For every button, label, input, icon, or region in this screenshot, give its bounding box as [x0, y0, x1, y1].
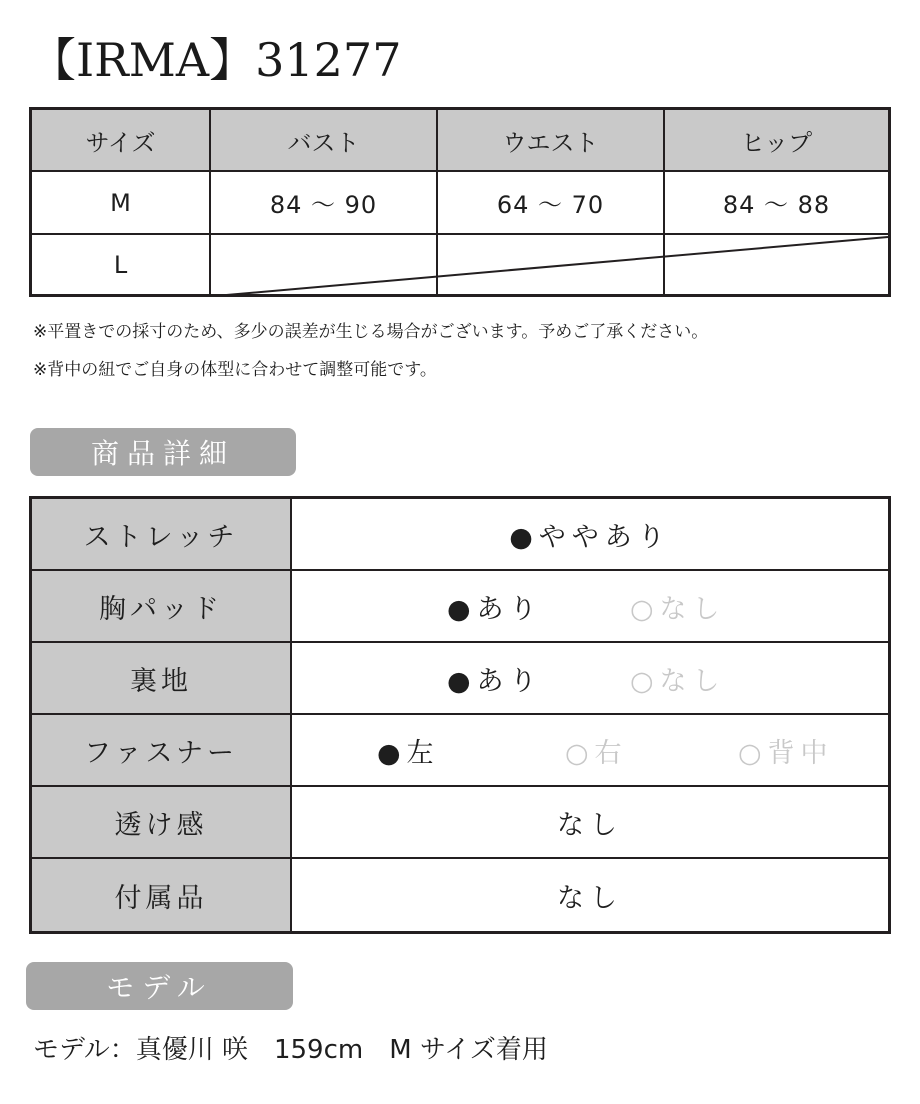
detail-label-padding: 胸パッド — [32, 571, 292, 641]
detail-value-lining — [292, 643, 888, 713]
bust-value-m: 84 〜 90 — [211, 172, 438, 233]
option-padding-yes: ●あり — [447, 593, 543, 625]
detail-value-accessories — [292, 859, 888, 931]
hip-value-m: 84 〜 88 — [722, 191, 831, 219]
notes — [33, 313, 708, 389]
note-measurement: ※平置きでの採寸のため、多少の誤差が生じる場合がございます。予めご了承ください。 — [33, 322, 709, 342]
detail-row-zipper — [32, 715, 888, 787]
detail-value-zipper — [292, 715, 888, 785]
detail-value-padding — [292, 571, 888, 641]
option-zipper-left: ●左 — [377, 737, 440, 769]
page-title: 【IRMA】31277 — [30, 33, 402, 87]
option-stretch-somewhat: ●ややあり — [509, 521, 671, 553]
option-padding-no: ○なし — [630, 593, 726, 625]
detail-label-lining: 裏地 — [32, 643, 292, 713]
not-applicable-diagonal-line — [32, 110, 888, 294]
option-sheerness-none: なし — [557, 809, 623, 841]
detail-value-stretch — [292, 499, 888, 569]
waist-value-m: 64 〜 70 — [438, 172, 665, 233]
header-hip: ヒップ — [740, 128, 813, 157]
detail-row-lining — [32, 643, 888, 715]
option-lining-yes: ●あり — [447, 665, 543, 697]
option-lining-no: ○なし — [630, 665, 726, 697]
detail-label-sheerness: 透け感 — [32, 787, 292, 857]
detail-table — [29, 496, 891, 934]
header-bust: バスト — [211, 110, 438, 170]
option-zipper-right: ○右 — [565, 737, 628, 769]
model-info: モデル：真優川 咲 159cm M サイズ着用 — [33, 1035, 548, 1065]
detail-value-sheerness — [292, 787, 888, 857]
detail-row-padding — [32, 571, 888, 643]
detail-row-accessories — [32, 859, 888, 931]
option-zipper-back: ○背中 — [738, 737, 834, 769]
option-accessories-none: なし — [557, 882, 623, 914]
size-label-l: L — [32, 235, 211, 294]
section-label-details: 商品詳細 — [30, 428, 296, 476]
section-label-model: モデル — [26, 962, 293, 1010]
detail-row-sheerness — [32, 787, 888, 859]
detail-label-stretch: ストレッチ — [32, 499, 292, 569]
header-waist: ウエスト — [438, 110, 665, 170]
detail-label-accessories: 付属品 — [32, 859, 292, 931]
size-label-m: M — [32, 172, 211, 233]
size-table — [29, 107, 891, 297]
detail-label-zipper: ファスナー — [32, 715, 292, 785]
detail-row-stretch — [32, 499, 888, 571]
header-size: サイズ — [32, 110, 211, 170]
note-adjustable: ※背中の紐でご自身の体型に合わせて調整可能です。 — [33, 360, 437, 380]
